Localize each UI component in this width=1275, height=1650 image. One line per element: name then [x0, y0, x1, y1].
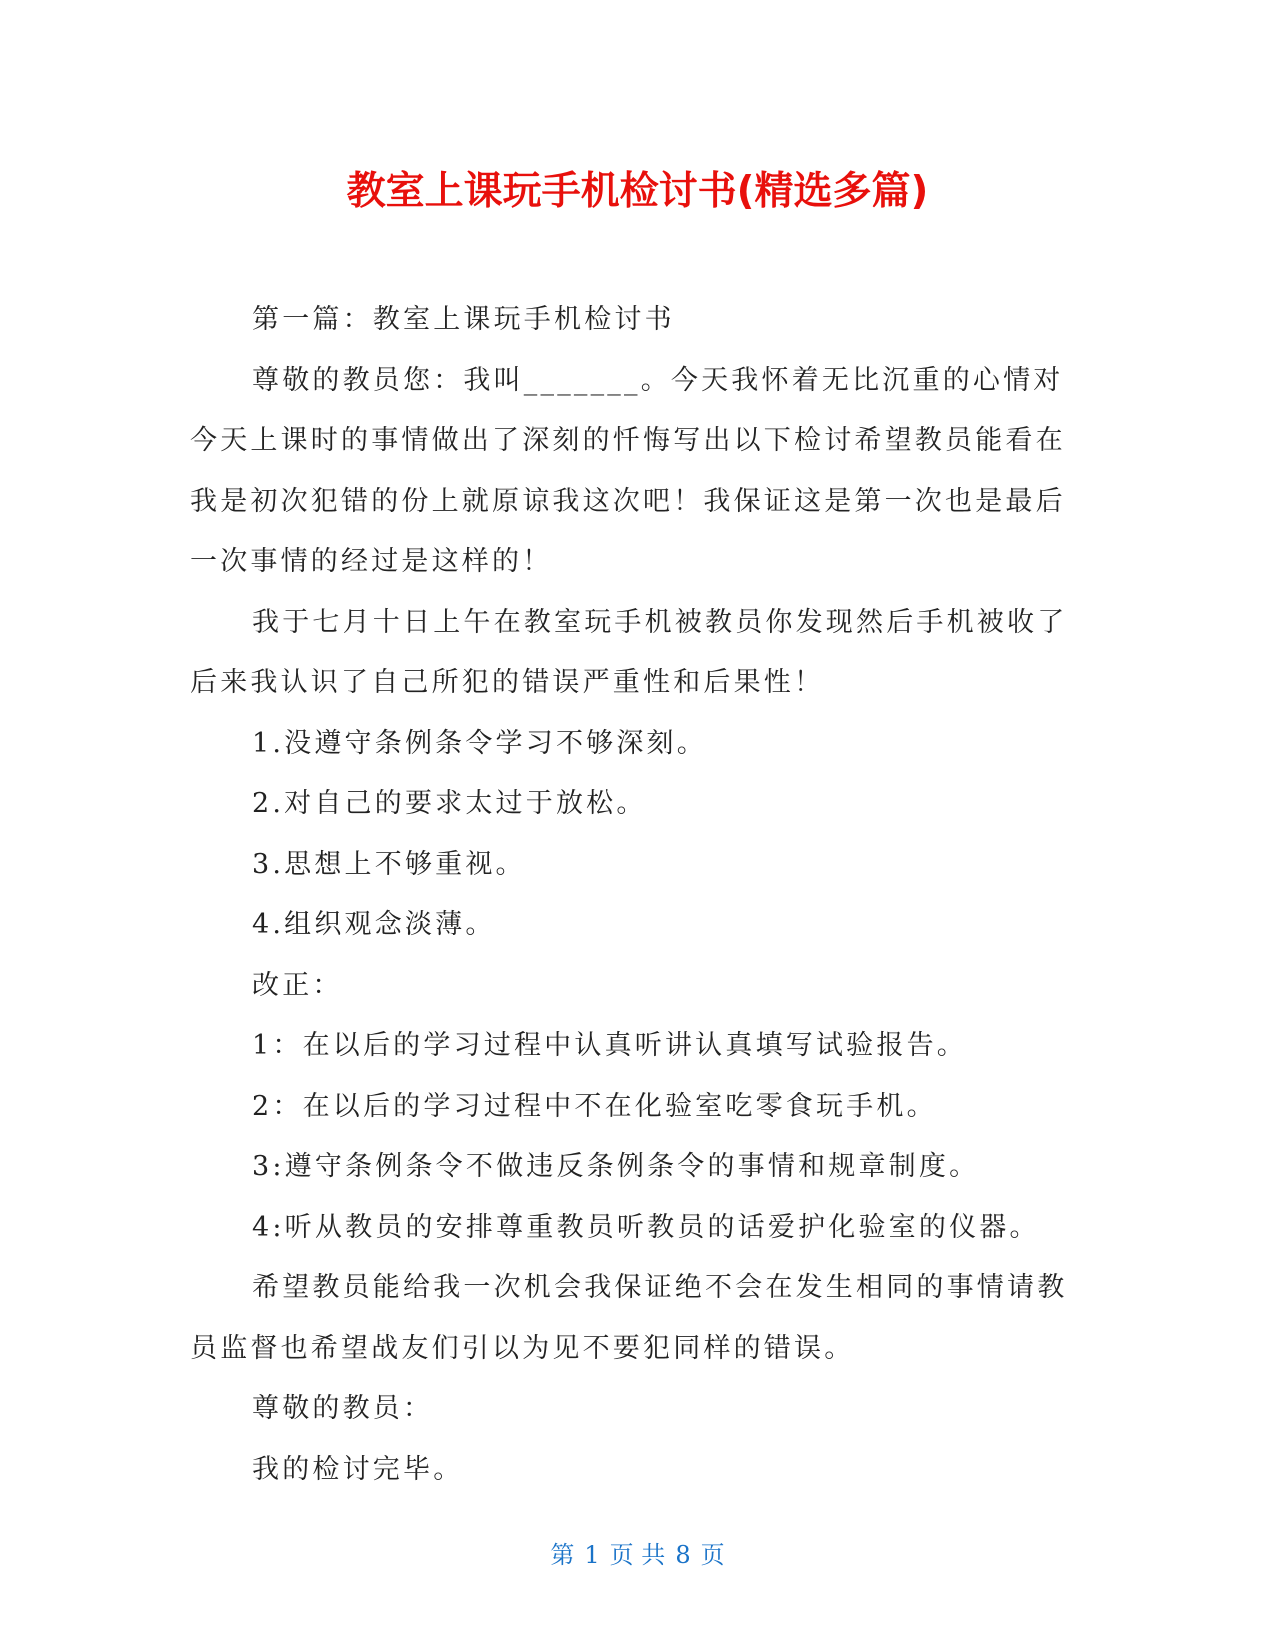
list-item: 3.思想上不够重视。 — [252, 848, 526, 880]
body-paragraph: 我于七月十日上午在教室玩手机被教员你发现然后手机被收了后来我认识了自己所犯的错误严重性和后果性！ — [190, 606, 1068, 698]
page-footer — [0, 1540, 1275, 1570]
footer-prefix: 第 — [550, 1541, 575, 1569]
footer-suffix: 页 — [700, 1541, 725, 1569]
body-paragraph: 希望教员能给我一次机会我保证绝不会在发生相同的事情请教员监督也希望战友们引以为见不要犯同样的错误。 — [190, 1272, 1068, 1364]
subheading: 改正： — [252, 969, 343, 1001]
footer-mid: 页 共 — [609, 1541, 666, 1569]
document-body — [190, 290, 1085, 1500]
body-paragraph: 尊敬的教员： — [252, 1393, 434, 1424]
list-item: 3:遵守条例条令不做违反条例条令的事情和规章制度。 — [252, 1151, 980, 1182]
total-pages-number: 8 — [675, 1541, 691, 1569]
list-item: 4.组织观念淡薄。 — [252, 909, 496, 940]
list-item: 1：在以后的学习过程中认真听讲认真填写试验报告。 — [252, 1030, 967, 1061]
list-item: 4:听从教员的安排尊重教员听教员的话爱护化验室的仪器。 — [252, 1211, 1040, 1243]
body-paragraph: 我的检讨完毕。 — [252, 1453, 464, 1485]
list-item: 2：在以后的学习过程中不在化验室吃零食玩手机。 — [252, 1090, 937, 1122]
body-paragraph: 尊敬的教员您：我叫_______。今天我怀着无比沉重的心情对今天上课时的事情做出了深刻的忏悔写出以下检讨希望教员能看在我是初次犯错的份上就原谅我这次吧！我保证这是第一次也是最后一次事情的经过是这样的！ — [190, 364, 1066, 577]
list-item: 1.没遵守条例条令学习不够深刻。 — [252, 727, 707, 759]
list-item: 2.对自己的要求太过于放松。 — [252, 788, 647, 819]
current-page-number: 1 — [584, 1541, 600, 1569]
document-title: 教室上课玩手机检讨书(精选多篇) — [346, 169, 929, 214]
section-heading: 第一篇：教室上课玩手机检讨书 — [252, 304, 675, 335]
